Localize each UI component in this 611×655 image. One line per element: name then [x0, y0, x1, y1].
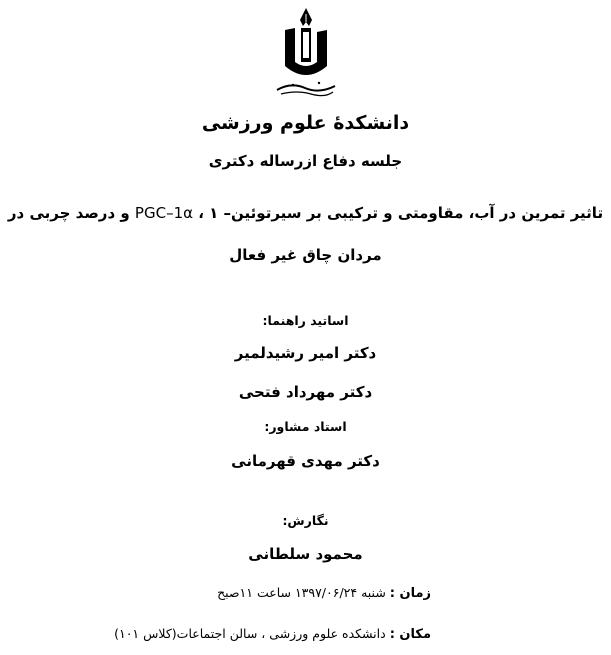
- place-label: مکان :: [389, 627, 431, 642]
- supervisor-name: دکتر مهرداد فتحی: [238, 383, 373, 401]
- session-title: جلسه دفاع ازرساله دکتری: [208, 152, 403, 170]
- defense-place: [114, 626, 431, 642]
- supervisors-label: اساتید راهنما:: [262, 313, 349, 328]
- faculty-name: دانشکدهٔ علوم ورزشی: [201, 112, 410, 134]
- thesis-title-latin: PGC–1α: [134, 204, 193, 222]
- thesis-title-line2: مردان چاق غیر فعال: [229, 246, 382, 264]
- time-label: زمان :: [389, 586, 431, 601]
- thesis-title-line1: [0, 204, 611, 222]
- thesis-title-part2: و درصد چربی در: [7, 204, 135, 222]
- advisor-name: دکتر مهدی قهرمانی: [231, 452, 380, 470]
- university-logo: [271, 6, 341, 98]
- advisor-label: استاد مشاور:: [264, 419, 347, 434]
- author-name: محمود سلطانی: [248, 545, 363, 563]
- place-value: دانشکده علوم ورزشی ، سالن اجتماعات(کلاس ۱۰۱): [114, 626, 390, 641]
- defense-time: [217, 585, 431, 601]
- author-label: نگارش:: [282, 513, 329, 528]
- thesis-title-part1: تاثیر تمرین در آب، مقاومتی و ترکیبی بر سیرتوئین– ۱ ،: [193, 204, 604, 222]
- time-value: شنبه ۱۳۹۷/۰۶/۲۴ ساعت ۱۱صبح: [217, 585, 390, 600]
- supervisor-name: دکتر امیر رشیدلمیر: [234, 344, 377, 362]
